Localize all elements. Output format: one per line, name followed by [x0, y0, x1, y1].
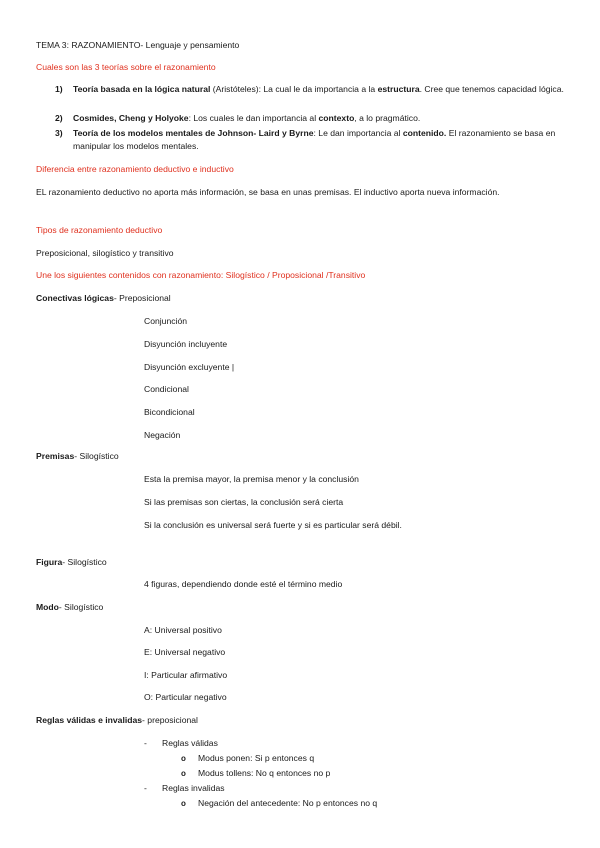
list-item: [55, 83, 565, 96]
heading-une: Une los siguientes contenidos con razonamiento: Silogístico / Proposicional /Transitivo: [36, 270, 366, 280]
list-item: E: Universal negativo: [144, 647, 226, 657]
section-label: Premisas: [36, 451, 75, 461]
teoria-rest: . Cree que tenemos capacidad lógica.: [419, 84, 564, 94]
circle-bullet-icon: o: [181, 769, 186, 778]
tipos-text: Preposicional, silogístico y transitivo: [36, 248, 174, 258]
section-type: - Silogístico: [58, 602, 104, 612]
list-item: I: Particular afirmativo: [144, 670, 228, 680]
teoria-rest: , a lo pragmático.: [354, 113, 421, 123]
list-item: Modus ponen: Si p entonces q: [198, 753, 315, 763]
list-item: 4 figuras, dependiendo donde esté el término medio: [144, 579, 343, 589]
section-type: - Silogístico: [74, 451, 119, 461]
list-item: Conjunción: [144, 316, 187, 326]
section-label: Modo: [36, 602, 59, 612]
section-modo: [36, 602, 103, 613]
section-conectivas: [36, 293, 171, 304]
section-reglas: [36, 715, 198, 726]
teoria-name: Teoría de los modelos mentales de Johnson- Laird y Byrne: [73, 128, 314, 138]
section-premisas: [36, 451, 119, 462]
teoria-name: Cosmides, Cheng y Holyoke: [73, 113, 189, 123]
list-item: Negación: [144, 430, 181, 440]
list-item: Modus tollens: No q entonces no p: [198, 768, 331, 778]
list-item: [55, 112, 565, 125]
list-number: 3): [55, 128, 63, 138]
heading-tipos: Tipos de razonamiento deductivo: [36, 225, 163, 235]
list-item: Disyunción incluyente: [144, 339, 228, 349]
list-item: Disyunción excluyente |: [144, 362, 235, 372]
reglas-invalidas-label: Reglas invalidas: [162, 783, 225, 793]
section-figura: [36, 557, 107, 568]
section-type: - preposicional: [142, 715, 198, 725]
list-item: Negación del antecedente: No p entonces no q: [198, 798, 378, 808]
dash-bullet: -: [144, 783, 147, 793]
reglas-validas-label: Reglas válidas: [162, 738, 218, 748]
section-label: Reglas válidas e invalidas: [36, 715, 143, 725]
section-type: - Silogístico: [62, 557, 107, 567]
teoria-key: contexto: [318, 113, 355, 123]
circle-bullet-icon: o: [181, 754, 186, 763]
list-item: Si las premisas son ciertas, la conclusión será cierta: [144, 497, 344, 507]
diferencia-text: EL razonamiento deductivo no aporta más información, se basa en unas premisas. El inductivo aporta nueva información.: [36, 187, 500, 197]
section-label: Conectivas lógicas: [36, 293, 114, 303]
circle-bullet-icon: o: [181, 799, 186, 808]
list-item: [55, 127, 565, 152]
section-type: - Preposicional: [113, 293, 171, 303]
list-item: O: Particular negativo: [144, 692, 227, 702]
teoria-key: contenido.: [402, 128, 447, 138]
list-item: A: Universal positivo: [144, 625, 222, 635]
list-item: Bicondicional: [144, 407, 195, 417]
teoria-desc: : Le dan importancia al: [313, 128, 403, 138]
teoria-desc: : Los cuales le dan importancia al: [188, 113, 319, 123]
teoria-rest: El razonamiento se basa en manipular los modelos mentales.: [73, 128, 556, 151]
section-label: Figura: [36, 557, 63, 567]
heading-diferencia: Diferencia entre razonamiento deductivo e inductivo: [36, 164, 234, 174]
dash-bullet: -: [144, 738, 147, 748]
list-item: Si la conclusión es universal será fuerte y si es particular será débil.: [144, 520, 402, 530]
teoria-desc: (Aristóteles): La cual le da importancia a la: [210, 84, 378, 94]
heading-teorias: Cuales son las 3 teorías sobre el razonamiento: [36, 62, 216, 72]
teoria-name: Teoría basada en la lógica natural: [73, 84, 211, 94]
list-item: Esta la premisa mayor, la premisa menor y la conclusión: [144, 474, 359, 484]
teoria-key: estructura: [377, 84, 420, 94]
list-number: 2): [55, 113, 63, 123]
list-item: Condicional: [144, 384, 189, 394]
list-number: 1): [55, 84, 63, 94]
page-title: TEMA 3: RAZONAMIENTO- Lenguaje y pensamiento: [36, 40, 240, 50]
